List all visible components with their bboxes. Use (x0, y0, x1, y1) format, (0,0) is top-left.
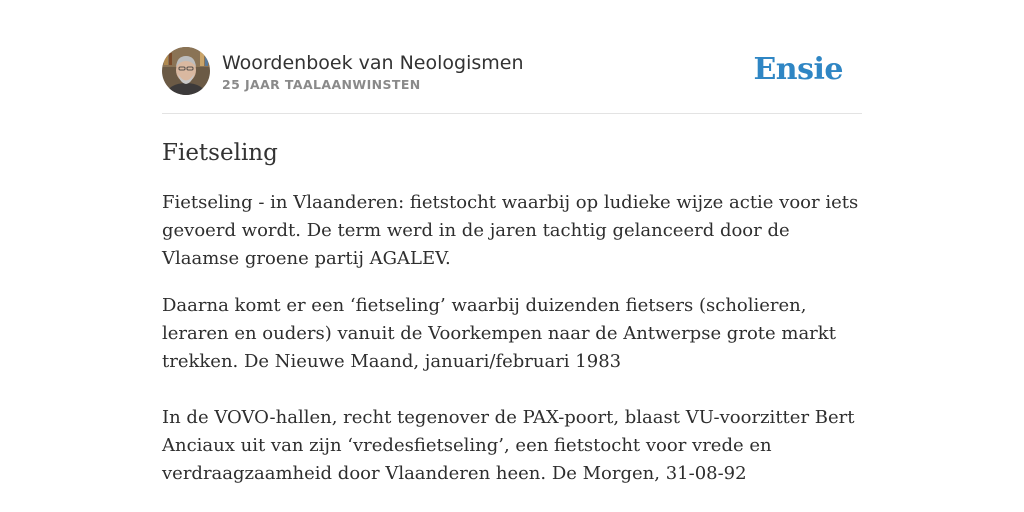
avatar-portrait-icon (162, 47, 210, 95)
quote-item: Daarna komt er een ‘fietseling’ waarbij duizenden fietsers (scholieren, leraren en ouders) vanuit de Voorkempen naar de Antwerpse grote markt trekken. De Nieuwe Maand, januari/februari 1983 (162, 295, 836, 372)
quote-item: In de VOVO-hallen, recht tegenover de PAX-poort, blaast VU-voorzitter Bert Anciaux uit van zijn ‘vredesfietseling’, een fietstocht voor vrede en verdraagzaamheid door Vlaanderen heen. De Morgen, 31-08-92 (162, 407, 855, 484)
header (162, 47, 862, 95)
entry-title: Fietseling (162, 140, 278, 166)
author-avatar[interactable] (162, 47, 210, 95)
entry-quotes (162, 292, 862, 488)
source-info (222, 51, 524, 92)
source-title[interactable]: Woordenboek van Neologismen (222, 51, 524, 74)
header-divider (162, 113, 862, 114)
source-subtitle: 25 JAAR TAALAANWINSTEN (222, 76, 421, 92)
entry-definition: Fietseling - in Vlaanderen: fietstocht waarbij op ludieke wijze actie voor iets gevoerd wordt. De term werd in de jaren tachtig gelanceerd door de Vlaamse groene partij AGALEV. (162, 192, 859, 269)
ensie-logo[interactable]: Ensie (753, 52, 843, 87)
entry-card (162, 47, 862, 488)
